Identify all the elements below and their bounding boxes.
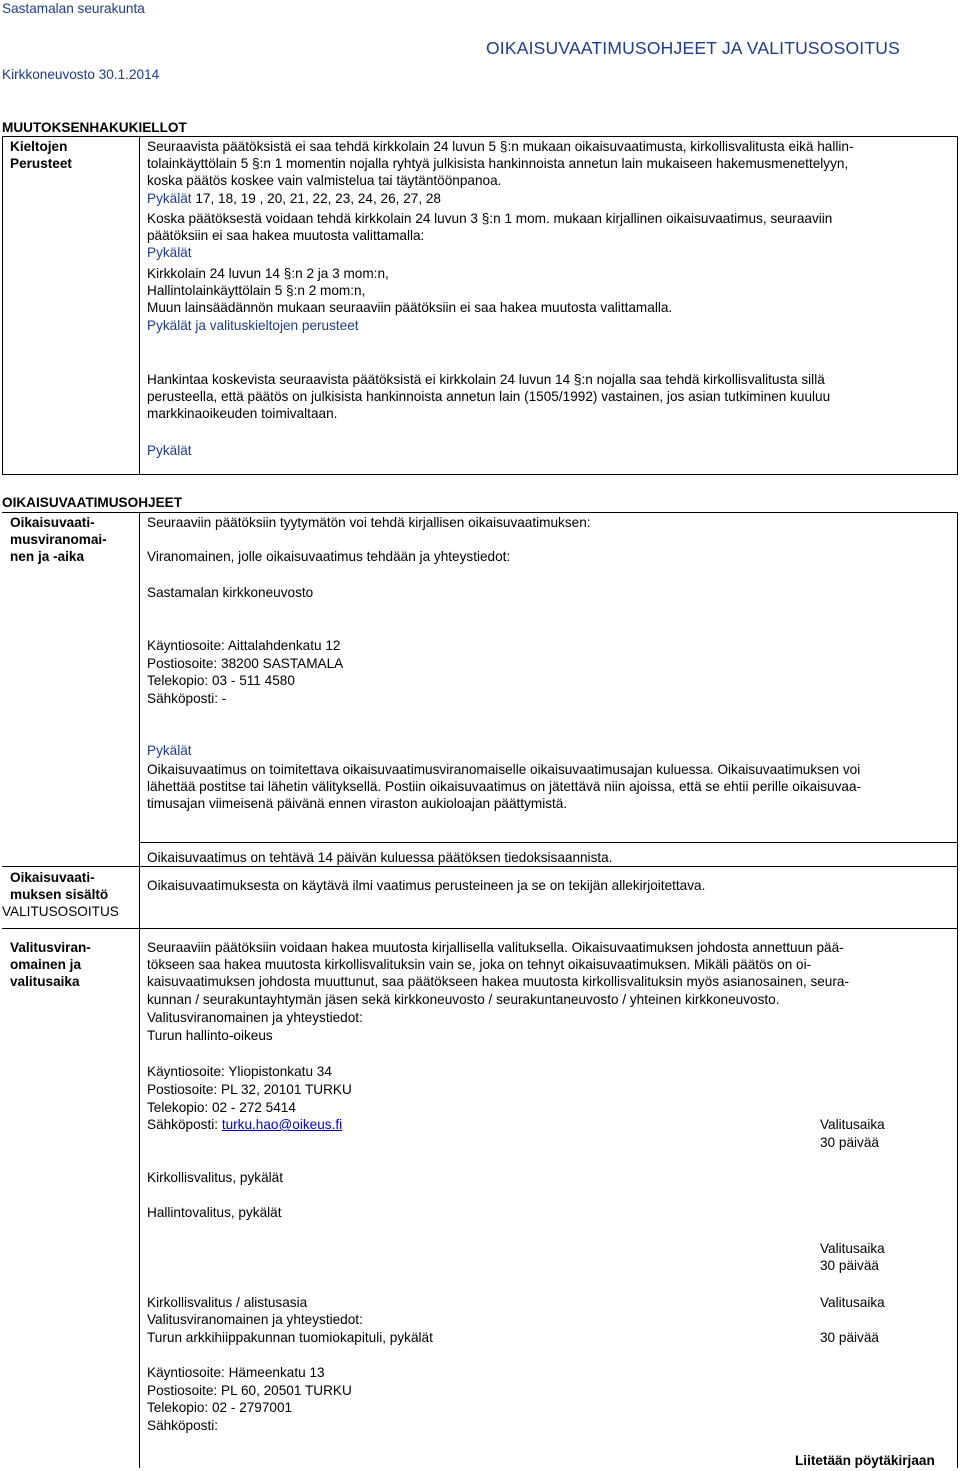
label-valitus-2: omainen ja [10, 957, 82, 972]
valitus-intro-4: kunnan / seurakuntayhtymän jäsen sekä kirkkoneuvosto / seurakuntaneuvosto / yhteinen kirkkoneuvosto. [147, 992, 780, 1007]
para3-line3: Muun lainsäädännön mukaan seuraaviin päätöksiin ei saa hakea muutosta valittamalla. [147, 300, 673, 315]
valitus-contact-1: Käyntiosoite: Yliopistonkatu 34 [147, 1064, 332, 1079]
kirkollisvalitus-pykalat: Kirkollisvalitus, pykälät [147, 1170, 283, 1185]
alistusasia-1: Kirkollisvalitus / alistusasia [147, 1295, 308, 1310]
label-valitus-1: Valitusviran- [10, 940, 91, 955]
para3-line1: Kirkkolain 24 luvun 14 §:n 2 ja 3 mom:n, [147, 266, 389, 281]
section-heading-muutoksenhakukiellot: MUUTOKSENHAKUKIELLOT [2, 120, 187, 135]
table-right-border-4 [957, 928, 958, 1468]
oikaisu-contact-1: Käyntiosoite: Aittalahdenkatu 12 [147, 638, 341, 653]
column-divider-3 [139, 842, 140, 928]
para1-line1: Seuraavista päätöksistä ei saa tehdä kirkkolain 24 luvun 5 §:n mukaan oikaisuvaatimusta, kirkollisvalitusta eikä hallin- [147, 139, 854, 154]
valitus2-contact-3: Telekopio: 02 - 2797001 [147, 1400, 293, 1415]
table-left-border [2, 136, 3, 475]
content-top-rule [2, 866, 958, 867]
pykalat-perusteet: Pykälät ja valituskieltojen perusteet [147, 318, 359, 333]
section-bottom-rule [2, 474, 958, 475]
section-top-rule [2, 136, 958, 137]
oikaisu-deadline-1: Oikaisuvaatimus on toimitettava oikaisuvaatimusviranomaiselle oikaisuvaatimusajan kuluessa. Oikaisuvaatimuksen voi [147, 762, 861, 777]
section-top-rule-2 [2, 512, 958, 513]
section-heading-oikaisuvaatimusohjeet: OIKAISUVAATIMUSOHJEET [2, 495, 183, 510]
valitus-intro-3: kaisuvaatimuksen johdosta muuttunut, saa päätökseen hakea muutosta kirkollisvalituksin myös asianosainen, seura- [147, 974, 849, 989]
valitusaika-1-value: 30 päivää [820, 1135, 879, 1150]
valitus2-contact-4: Sähköposti: [147, 1418, 219, 1433]
valitusaika-1-label: Valitusaika [820, 1117, 885, 1132]
label-oikaisu-2: musviranomai- [10, 532, 107, 547]
oikaisu-time-limit: Oikaisuvaatimus on tehtävä 14 päivän kuluessa päätöksen tiedoksisaannista. [147, 850, 613, 865]
para1-line2: tolainkäyttölain 5 §:n 1 momentin nojalla ryhtyä julkisista hankinnoista annetun lain mukaiseen hakemusmenettelyyn, [147, 156, 849, 171]
valitus-authority: Turun hallinto-oikeus [147, 1028, 273, 1043]
table-right-border-3 [957, 842, 958, 928]
para4-line1: Hankintaa koskevista seuraavista päätöksistä ei kirkkolain 24 luvun 14 §:n nojalla saa tehdä kirkollisvalitusta sillä [147, 372, 825, 387]
valitus-intro-1: Seuraaviin päätöksiin voidaan hakea muutosta kirjallisella valituksella. Oikaisuvaatimuksen johdosta annettuun pää- [147, 940, 844, 955]
organization-name: Sastamalan seurakunta [2, 1, 145, 16]
valitus-intro-2: tökseen saa hakea muutosta kirkollisvalituksin vain se, joka on tehnyt oikaisuvaatimuksen. Mikäli päätös on oi- [147, 957, 812, 972]
pykalat-values: 17, 18, 19 , 20, 21, 22, 23, 24, 26, 27, 28 [195, 191, 441, 206]
valitusaika-3-value: 30 päivää [820, 1330, 879, 1345]
column-divider-2 [139, 512, 140, 842]
pykalat-3: Pykälät [147, 443, 192, 458]
para4-line3: markkinaoikeuden toimivaltaan. [147, 406, 338, 421]
oikaisu-contact-3: Telekopio: 03 - 511 4580 [147, 673, 295, 688]
pykalat-2: Pykälät [147, 245, 192, 260]
label-valitus-3: valitusaika [10, 974, 80, 989]
oikaisu-deadline-2: lähettää postitse tai lähetin välityksellä. Postiin oikaisuvaatimus on jätettävä niin ajoissa, että se ehtii perille oikaisuvaa- [147, 779, 862, 794]
valitus-authority-intro: Valitusviranomainen ja yhteystiedot: [147, 1010, 363, 1025]
sub-rule [139, 842, 958, 843]
attachment-note: Liitetään pöytäkirjaan [795, 1453, 935, 1468]
label-content-2: muksen sisältö [10, 887, 109, 902]
valitusaika-2-value: 30 päivää [820, 1258, 879, 1273]
oikaisu-intro: Seuraaviin päätöksiin tyytymätön voi tehdä kirjallisen oikaisuvaatimuksen: [147, 515, 591, 530]
valitusaika-3-label: Valitusaika [820, 1295, 885, 1310]
oikaisu-authority: Sastamalan kirkkoneuvosto [147, 585, 314, 600]
email-label: Sähköposti: [147, 1117, 222, 1132]
oikaisu-contact-4: Sähköposti: - [147, 691, 227, 706]
label-oikaisu-1: Oikaisuvaati- [10, 515, 95, 530]
oikaisu-deadline-3: timusajan viimeisenä päivänä ennen viraston aukioloajan päättymistä. [147, 796, 568, 811]
label-content-1: Oikaisuvaati- [10, 870, 95, 885]
para1-line3: koska päätös koskee vain valmistelua tai täytäntöönpanoa. [147, 173, 502, 188]
alistusasia-2: Valitusviranomainen ja yhteystiedot: [147, 1312, 363, 1327]
para3-line2: Hallintolainkäyttölain 5 §:n 2 mom:n, [147, 283, 366, 298]
column-divider [139, 136, 140, 475]
page-title: OIKAISUVAATIMUSOHJEET JA VALITUSOSOITUS [486, 38, 900, 58]
oikaisu-authority-intro: Viranomainen, jolle oikaisuvaatimus tehdään ja yhteystiedot: [147, 549, 511, 564]
valitus-contact-3: Telekopio: 02 - 272 5414 [147, 1100, 296, 1115]
table-right-border [957, 136, 958, 475]
section-heading-valitusosoitus: VALITUSOSOITUS [2, 904, 119, 919]
valitus-email-row [147, 1116, 342, 1133]
para2-line1: Koska päätöksestä voidaan tehdä kirkkolain 24 luvun 3 §:n 1 mom. mukaan kirjallinen oikaisuvaatimus, seuraaviin [147, 211, 833, 226]
valitus-contact-2: Postiosoite: PL 32, 20101 TURKU [147, 1082, 352, 1097]
para4-line2: perusteella, että päätös on julkisista hankinnoista annetun lain (1505/1992) vastainen, jos asian tutkiminen kuuluu [147, 389, 831, 404]
meeting-date: Kirkkoneuvosto 30.1.2014 [2, 67, 160, 82]
oikaisu-pykalat: Pykälät [147, 743, 192, 758]
alistusasia-3: Turun arkkihiippakunnan tuomiokapituli, pykälät [147, 1330, 433, 1345]
label-kieltojen: Kieltojen [10, 139, 68, 154]
oikaisu-content: Oikaisuvaatimuksesta on käytävä ilmi vaatimus perusteineen ja se on tekijän allekirjoitettava. [147, 878, 706, 893]
label-perusteet: Perusteet [10, 156, 72, 171]
para2-line2: päätöksiin ei saa hakea muutosta valittamalla: [147, 228, 425, 243]
section-top-rule-3 [2, 928, 958, 929]
valitus2-contact-2: Postiosoite: PL 60, 20501 TURKU [147, 1383, 352, 1398]
label-oikaisu-3: nen ja -aika [10, 549, 85, 564]
pykalat-list [147, 190, 441, 207]
valitus2-contact-1: Käyntiosoite: Hämeenkatu 13 [147, 1365, 325, 1380]
oikaisu-contact-2: Postiosoite: 38200 SASTAMALA [147, 656, 344, 671]
hallintovalitus-pykalat: Hallintovalitus, pykälät [147, 1205, 282, 1220]
email-link[interactable]: turku.hao@oikeus.fi [221, 1117, 343, 1132]
column-divider-4 [139, 928, 140, 1468]
pykalat-label: Pykälät [147, 191, 196, 206]
valitusaika-2-label: Valitusaika [820, 1241, 885, 1256]
table-right-border-2 [957, 512, 958, 842]
